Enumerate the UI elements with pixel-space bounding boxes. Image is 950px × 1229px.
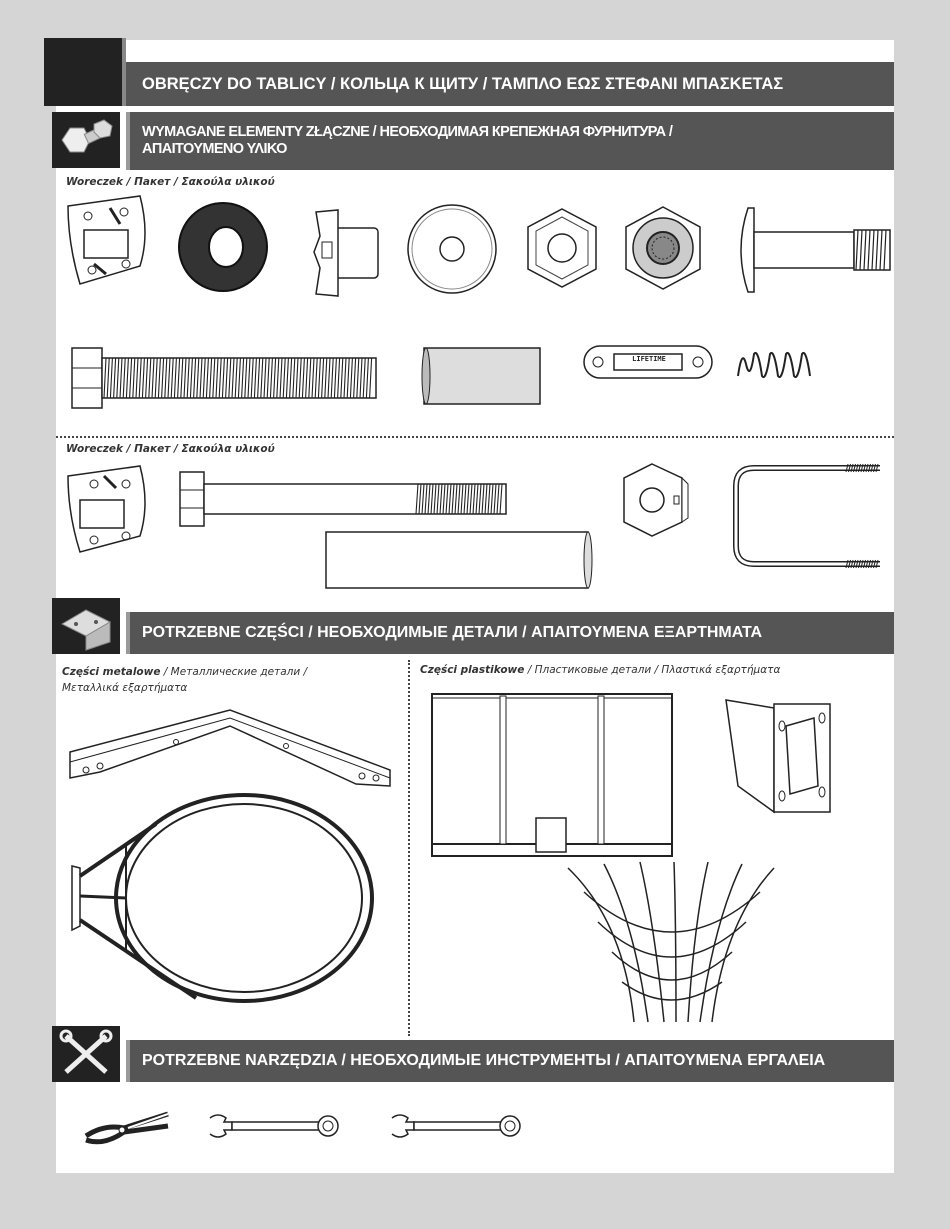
bag-label-1: Woreczek / Пакет / Σακούλα υλικού bbox=[66, 176, 275, 188]
combination-wrench-2 bbox=[388, 1112, 524, 1140]
thick-washer bbox=[176, 200, 270, 294]
divider-dotted-1 bbox=[56, 436, 894, 438]
hardware-heading-bar bbox=[126, 112, 894, 170]
sleeve-tube bbox=[420, 346, 544, 406]
u-bolt bbox=[732, 460, 884, 572]
nylon-hex-nut bbox=[620, 462, 692, 538]
lifetime-logo-text: LIFETIME bbox=[632, 355, 666, 363]
parts-heading-bar bbox=[126, 612, 894, 654]
title-text: OBRĘCZY DO TABLICY / КОЛЬЦА К ЩИТУ / ΤΑΜΠΛΟ ΕΩΣ ΣΤΕΦΑΝΙ ΜΠΑΣΚΕΤΑΣ bbox=[142, 74, 784, 93]
divider-dotted-vertical bbox=[408, 660, 410, 1036]
rim-mount-bracket bbox=[722, 696, 836, 814]
hardware-bag-icon-1 bbox=[64, 194, 154, 290]
backboard bbox=[428, 690, 676, 858]
combination-wrench-1 bbox=[206, 1112, 342, 1140]
parts-heading-text: POTRZEBNE CZĘŚCI / НЕОБХОДИМЫЕ ДЕТАЛИ / ΑΠΑΙΤΟΥΜΕΝΑ ΕΞΑΡΤΗΜΑΤΑ bbox=[142, 624, 763, 641]
metal-parts-label-bold: Części metalowe bbox=[62, 666, 161, 678]
coil-spring bbox=[734, 346, 816, 384]
bag-label-2: Woreczek / Пакет / Σακούλα υλικού bbox=[66, 443, 275, 455]
plastic-parts-label bbox=[420, 664, 780, 676]
metal-parts-label-rest2: Μεταλλικά εξαρτήματα bbox=[62, 682, 188, 694]
lock-nut bbox=[620, 205, 706, 291]
basketball-rim bbox=[66, 786, 394, 1008]
hex-nut bbox=[524, 207, 600, 289]
hardware-bag-icon-2 bbox=[64, 462, 154, 558]
spacer-nut bbox=[312, 208, 382, 298]
pliers-icon bbox=[84, 1106, 172, 1150]
title-bar bbox=[126, 62, 894, 106]
metal-parts-label bbox=[62, 664, 307, 696]
tools-heading-bar bbox=[126, 1040, 894, 1082]
bolt-nut-icon bbox=[52, 112, 120, 168]
hex-bolt-medium bbox=[178, 470, 510, 528]
flat-washer bbox=[406, 203, 498, 295]
header-block bbox=[44, 38, 122, 106]
tools-heading-text: POTRZEBNE NARZĘDZIA / НЕОБХОДИМЫЕ ИНСТРУМЕНТЫ / ΑΠΑΙΤΟΥΜΕΝΑ ΕΡΓΑΛΕΙΑ bbox=[142, 1052, 826, 1069]
wrench-screwdriver-icon bbox=[52, 1026, 120, 1082]
plastic-parts-label-rest: / Пластиковые детали / Πλαστικά εξαρτήματα bbox=[524, 664, 781, 676]
hardware-heading-line2: ΑΠΑΙΤΟΥΜΕΝΟ ΥΛΙΚΟ bbox=[142, 141, 287, 157]
angle-brace bbox=[66, 706, 394, 790]
basketball-net bbox=[564, 862, 778, 1026]
bracket-icon bbox=[52, 598, 120, 654]
long-hex-bolt bbox=[70, 346, 380, 410]
hardware-heading-line1: WYMAGANE ELEMENTY ZŁĄCZNE / НЕОБХОДИМАЯ КРЕПЕЖНАЯ ФУРНИТУРА / bbox=[142, 124, 673, 140]
metal-parts-label-rest1: / Металлические детали / bbox=[160, 666, 308, 678]
plastic-parts-label-bold: Części plastikowe bbox=[420, 664, 525, 676]
spacer-tube-long bbox=[324, 530, 594, 590]
carriage-bolt bbox=[734, 206, 894, 294]
